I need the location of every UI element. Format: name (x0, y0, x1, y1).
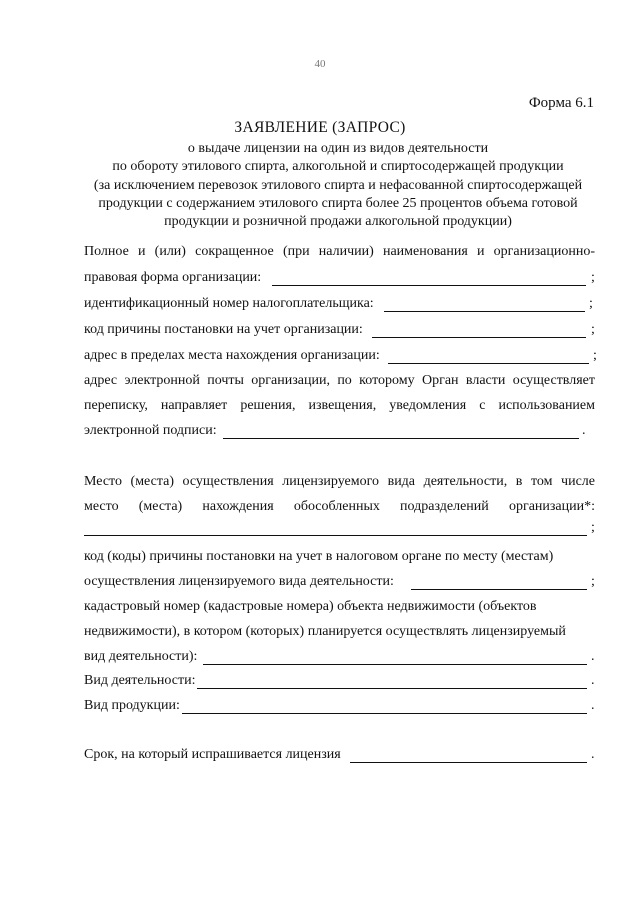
location-field[interactable] (84, 535, 587, 536)
location-kpp-label-2: осуществления лицензируемого вида деятельности: (84, 574, 394, 589)
location-label-1: Место (места) осуществления лицензируемого вида деятельности, в том числе (84, 474, 595, 489)
period: . (591, 649, 595, 664)
period: . (591, 673, 595, 688)
location-kpp-label-1: код (коды) причины постановки на учет в налоговом органе по месту (местам) (84, 549, 554, 564)
org-name-label: Полное и (или) сокращенное (при наличии) наименования и организационно- (84, 244, 595, 259)
page-number: 40 (314, 58, 326, 70)
period: . (591, 698, 595, 713)
subtitle-line: (за исключением перевозок этилового спирта и нефасованной спиртосодержащей (93, 178, 583, 193)
period: . (582, 423, 586, 438)
form-label: Форма 6.1 (528, 95, 594, 111)
activity-type-label: Вид деятельности: (84, 673, 196, 688)
period: . (591, 747, 595, 762)
semicolon: ; (593, 348, 597, 363)
semicolon: ; (591, 322, 595, 337)
location-kpp-field[interactable] (411, 589, 587, 590)
license-term-field[interactable] (350, 762, 587, 763)
kpp-label: код причины постановки на учет организации: (84, 322, 363, 337)
subtitle-line: продукции с содержанием этилового спирта более 25 процентов объема готовой (98, 196, 578, 211)
address-label: адрес в пределах места нахождения организации: (84, 348, 380, 363)
email-label-3: электронной подписи: (84, 423, 217, 438)
subtitle-line: по обороту этилового спирта, алкогольной и спиртосодержащей продукции (112, 159, 564, 174)
kpp-field[interactable] (372, 337, 586, 338)
email-label-1: адрес электронной почты организации, по которому Орган власти осуществляет (84, 373, 595, 388)
semicolon: ; (591, 270, 595, 285)
semicolon: ; (591, 520, 595, 535)
email-field[interactable] (223, 438, 579, 439)
cadastral-label-2: недвижимости), в котором (которых) планируется осуществлять лицензируемый (84, 624, 566, 639)
license-term-label: Срок, на который испрашивается лицензия (84, 747, 341, 762)
cadastral-label-1: кадастровый номер (кадастровые номера) объекта недвижимости (объектов (84, 599, 537, 614)
inn-label: идентификационный номер налогоплательщика: (84, 296, 374, 311)
email-label-2: переписку, направляет решения, извещения, уведомления с использованием (84, 398, 595, 413)
org-form-label: правовая форма организации: (84, 270, 262, 285)
cadastral-field[interactable] (203, 664, 587, 665)
subtitle-line: продукции и розничной продажи алкогольной продукции) (164, 214, 512, 229)
activity-type-field[interactable] (197, 688, 587, 689)
semicolon: ; (589, 296, 593, 311)
semicolon: ; (591, 574, 595, 589)
subtitle-line: о выдаче лицензии на один из видов деятельности (187, 141, 489, 156)
product-type-field[interactable] (182, 713, 587, 714)
product-type-label: Вид продукции: (84, 698, 180, 713)
org-name-field[interactable] (272, 285, 586, 286)
address-field[interactable] (388, 363, 589, 364)
location-label-2: место (места) нахождения обособленных подразделений организации*: (84, 499, 595, 514)
document-title: ЗАЯВЛЕНИЕ (ЗАПРОС) (234, 119, 406, 136)
cadastral-label-3: вид деятельности): (84, 649, 198, 664)
inn-field[interactable] (384, 311, 585, 312)
